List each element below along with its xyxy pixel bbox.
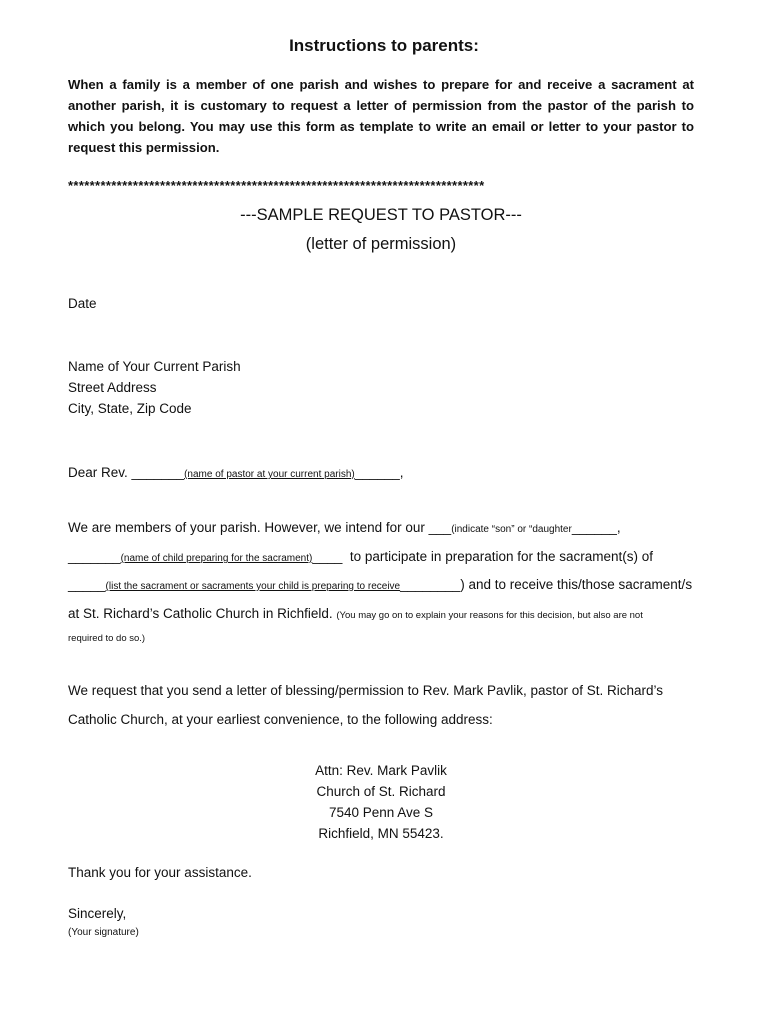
address-attn: Attn: Rev. Mark Pavlik [315, 763, 447, 778]
salutation-prefix: Dear Rev. _______ [68, 465, 185, 480]
paragraph2-line2: Catholic Church, at your earliest convenience, to the following address: [68, 712, 493, 727]
p1-line2-start: _______ [68, 549, 121, 564]
address-church: Church of St. Richard [316, 784, 446, 799]
p1-line1-text: We are members of your parish. However, we intend for our ___ [68, 520, 452, 535]
thanks-line: Thank you for your assistance. [68, 865, 252, 880]
child-name-hint: (name of child preparing for the sacrament) [120, 553, 313, 564]
p1-line1-end: ______, [571, 520, 621, 535]
p1-line4-text: at St. Richard’s Catholic Church in Richfield. [68, 606, 333, 621]
salutation-suffix: ______, [354, 465, 404, 480]
separator-line: ***************************************************************************** [68, 178, 485, 193]
son-daughter-hint: (indicate “son” or “daughter [451, 524, 572, 535]
paragraph2-line1: We request that you send a letter of blessing/permission to Rev. Mark Pavlik, pastor of St. Richard’s [68, 683, 664, 698]
p1-line3-start: _____ [68, 577, 106, 592]
paragraph1-line2 [68, 549, 653, 564]
mailing-address-block [0, 760, 762, 844]
instructions-body: When a family is a member of one parish and wishes to prepare for and receive a sacrament at another parish, it is customary to request a letter of permission from the pastor of the parish to which you belong. You may use this form as template to write an email or letter to your pastor to request this permission. [68, 77, 694, 155]
address-street: 7540 Penn Ave S [328, 805, 434, 820]
address-city: Richfield, MN 55423. [318, 826, 444, 841]
sample-title: ---SAMPLE REQUEST TO PASTOR--- [240, 206, 522, 224]
sample-subtitle: (letter of permission) [305, 235, 457, 253]
p1-line2-mid: ____ [312, 549, 343, 564]
reasons-note: (You may go on to explain your reasons for this decision, but also are not [336, 610, 643, 621]
p1-line3-mid: ________ [400, 577, 461, 592]
salutation-line [68, 465, 404, 480]
p1-line3-text: ) and to receive this/those sacrament/s [460, 577, 693, 592]
paragraph1-line3 [68, 577, 692, 592]
city-state-zip-line: City, State, Zip Code [68, 401, 192, 416]
signature-hint: (Your signature) [68, 927, 139, 938]
reasons-note-continued: required to do so.) [68, 633, 146, 644]
closing-line: Sincerely, [68, 906, 127, 921]
paragraph1-line4 [68, 606, 643, 621]
parish-name-line: Name of Your Current Parish [68, 359, 241, 374]
street-address-line: Street Address [68, 380, 157, 395]
p1-line2-text: to participate in preparation for the sacrament(s) of [349, 549, 654, 564]
pastor-name-hint: (name of pastor at your current parish) [184, 469, 355, 480]
date-line: Date [68, 296, 97, 311]
instructions-title: Instructions to parents: [289, 36, 479, 55]
paragraph1-line1 [68, 520, 621, 535]
sacrament-list-hint: (list the sacrament or sacraments your child is preparing to receive [105, 581, 401, 592]
